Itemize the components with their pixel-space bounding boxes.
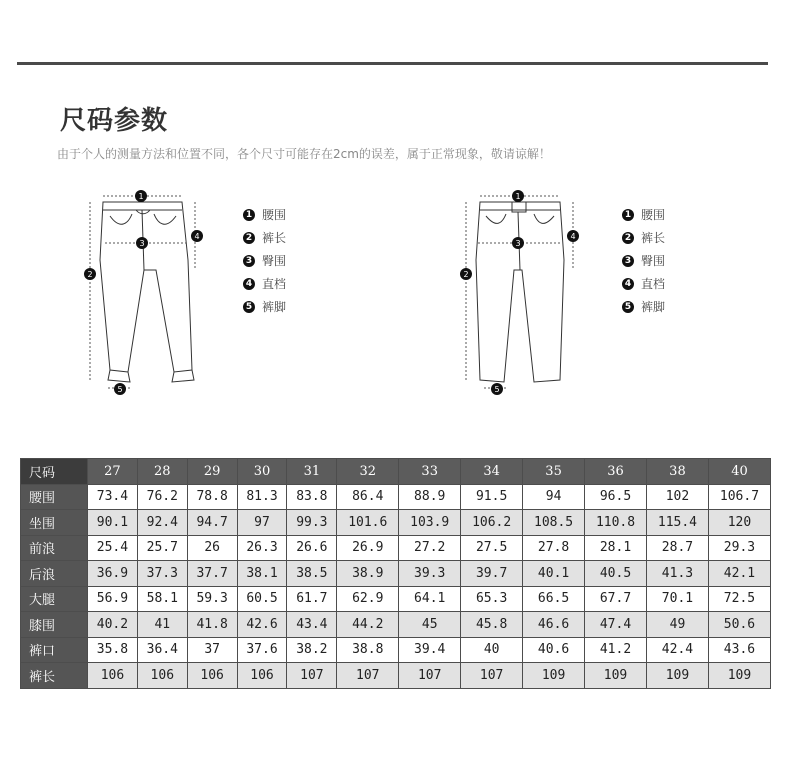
table-cell: 47.4: [585, 612, 647, 638]
table-cell: 107: [399, 663, 461, 689]
table-cell: 39.7: [461, 561, 523, 587]
table-row: [21, 484, 771, 510]
table-cell: 38.2: [287, 637, 337, 663]
table-cell: 106: [187, 663, 237, 689]
table-cell: 29.3: [708, 535, 770, 561]
table-cell: 38.8: [337, 637, 399, 663]
size-header-cell: 33: [399, 459, 461, 485]
table-cell: 76.2: [137, 484, 187, 510]
size-header-cell: 38: [646, 459, 708, 485]
table-cell: 50.6: [708, 612, 770, 638]
table-cell: 28.7: [646, 535, 708, 561]
table-cell: 59.3: [187, 586, 237, 612]
legend-item: 2 裤长: [243, 226, 286, 249]
table-cell: 62.9: [337, 586, 399, 612]
table-cell: 96.5: [585, 484, 647, 510]
legend-item: 1 腰围: [243, 203, 286, 226]
legend-item: 2 裤长: [622, 226, 665, 249]
svg-text:4: 4: [570, 232, 576, 241]
row-label-cell: 坐围: [21, 510, 88, 536]
table-cell: 46.6: [523, 612, 585, 638]
table-cell: 39.4: [399, 637, 461, 663]
legend-item: 5 裤脚: [622, 295, 665, 318]
table-cell: 103.9: [399, 510, 461, 536]
table-row: [21, 586, 771, 612]
table-cell: 42.1: [708, 561, 770, 587]
table-cell: 43.4: [287, 612, 337, 638]
table-cell: 99.3: [287, 510, 337, 536]
table-cell: 56.9: [88, 586, 138, 612]
table-cell: 81.3: [237, 484, 287, 510]
svg-text:2: 2: [463, 270, 469, 279]
table-cell: 106.2: [461, 510, 523, 536]
measurement-disclaimer: 由于个人的测量方法和位置不同，各个尺寸可能存在2cm的误差，属于正常现象，敬请谅解！: [57, 147, 551, 161]
table-cell: 40.5: [585, 561, 647, 587]
row-label-cell: 后浪: [21, 561, 88, 587]
svg-text:3: 3: [139, 239, 145, 248]
table-cell: 26: [187, 535, 237, 561]
header-label-cell: 尺码: [21, 459, 88, 485]
table-cell: 41.3: [646, 561, 708, 587]
table-cell: 120: [708, 510, 770, 536]
table-cell: 90.1: [88, 510, 138, 536]
table-cell: 107: [461, 663, 523, 689]
legend-item: 3 臀围: [622, 249, 665, 272]
table-cell: 36.4: [137, 637, 187, 663]
table-cell: 107: [287, 663, 337, 689]
table-cell: 25.4: [88, 535, 138, 561]
table-cell: 78.8: [187, 484, 237, 510]
table-row: [21, 637, 771, 663]
size-header-cell: 31: [287, 459, 337, 485]
size-header-cell: 40: [708, 459, 770, 485]
table-cell: 41.8: [187, 612, 237, 638]
legend-item: 4 直档: [622, 272, 665, 295]
table-cell: 72.5: [708, 586, 770, 612]
table-cell: 70.1: [646, 586, 708, 612]
table-cell: 27.2: [399, 535, 461, 561]
table-cell: 25.7: [137, 535, 187, 561]
svg-text:4: 4: [194, 232, 200, 241]
table-cell: 26.6: [287, 535, 337, 561]
table-cell: 106: [88, 663, 138, 689]
table-cell: 61.7: [287, 586, 337, 612]
table-cell: 110.8: [585, 510, 647, 536]
svg-text:5: 5: [494, 385, 500, 394]
size-header-cell: 32: [337, 459, 399, 485]
table-cell: 109: [646, 663, 708, 689]
table-row: [21, 535, 771, 561]
table-cell: 115.4: [646, 510, 708, 536]
table-cell: 101.6: [337, 510, 399, 536]
table-row: [21, 510, 771, 536]
svg-text:2: 2: [87, 270, 93, 279]
table-cell: 60.5: [237, 586, 287, 612]
table-cell: 97: [237, 510, 287, 536]
table-cell: 28.1: [585, 535, 647, 561]
table-cell: 107: [337, 663, 399, 689]
table-cell: 49: [646, 612, 708, 638]
table-cell: 38.5: [287, 561, 337, 587]
straight-pants-diagram: [450, 180, 600, 400]
table-cell: 108.5: [523, 510, 585, 536]
size-header-cell: 36: [585, 459, 647, 485]
page-title: 尺码参数: [60, 106, 169, 136]
row-label-cell: 腰围: [21, 484, 88, 510]
table-cell: 37: [187, 637, 237, 663]
table-cell: 37.6: [237, 637, 287, 663]
table-cell: 26.3: [237, 535, 287, 561]
table-cell: 45: [399, 612, 461, 638]
table-cell: 86.4: [337, 484, 399, 510]
table-cell: 43.6: [708, 637, 770, 663]
table-row: [21, 612, 771, 638]
row-label-cell: 膝围: [21, 612, 88, 638]
table-cell: 42.6: [237, 612, 287, 638]
table-cell: 38.1: [237, 561, 287, 587]
row-label-cell: 裤口: [21, 637, 88, 663]
size-header-cell: 28: [137, 459, 187, 485]
table-cell: 40.6: [523, 637, 585, 663]
table-cell: 66.5: [523, 586, 585, 612]
svg-text:5: 5: [117, 385, 123, 394]
table-cell: 40: [461, 637, 523, 663]
table-cell: 27.8: [523, 535, 585, 561]
table-cell: 37.7: [187, 561, 237, 587]
table-cell: 27.5: [461, 535, 523, 561]
table-cell: 73.4: [88, 484, 138, 510]
row-label-cell: 大腿: [21, 586, 88, 612]
table-cell: 35.8: [88, 637, 138, 663]
legend-left: [243, 203, 286, 318]
size-table: [20, 458, 771, 689]
table-cell: 88.9: [399, 484, 461, 510]
table-cell: 109: [523, 663, 585, 689]
size-header-cell: 35: [523, 459, 585, 485]
table-cell: 41.2: [585, 637, 647, 663]
table-cell: 106: [137, 663, 187, 689]
table-row: [21, 663, 771, 689]
table-cell: 41: [137, 612, 187, 638]
row-label-cell: 裤长: [21, 663, 88, 689]
table-cell: 65.3: [461, 586, 523, 612]
table-row: [21, 561, 771, 587]
legend-item: 1 腰围: [622, 203, 665, 226]
table-cell: 109: [585, 663, 647, 689]
table-cell: 39.3: [399, 561, 461, 587]
table-cell: 106.7: [708, 484, 770, 510]
svg-text:1: 1: [515, 192, 521, 201]
table-header-row: [21, 459, 771, 485]
table-cell: 44.2: [337, 612, 399, 638]
table-cell: 83.8: [287, 484, 337, 510]
table-cell: 109: [708, 663, 770, 689]
table-cell: 37.3: [137, 561, 187, 587]
svg-text:3: 3: [515, 239, 521, 248]
table-cell: 40.1: [523, 561, 585, 587]
top-divider: [17, 62, 768, 65]
table-cell: 45.8: [461, 612, 523, 638]
table-cell: 94: [523, 484, 585, 510]
table-cell: 94.7: [187, 510, 237, 536]
svg-text:1: 1: [138, 192, 144, 201]
size-header-cell: 29: [187, 459, 237, 485]
table-cell: 36.9: [88, 561, 138, 587]
legend-right: [622, 203, 665, 318]
size-header-cell: 30: [237, 459, 287, 485]
cuffed-pants-diagram: [70, 180, 220, 400]
row-label-cell: 前浪: [21, 535, 88, 561]
table-cell: 26.9: [337, 535, 399, 561]
table-cell: 38.9: [337, 561, 399, 587]
legend-item: 5 裤脚: [243, 295, 286, 318]
table-cell: 64.1: [399, 586, 461, 612]
table-cell: 92.4: [137, 510, 187, 536]
table-cell: 67.7: [585, 586, 647, 612]
size-header-cell: 27: [88, 459, 138, 485]
size-header-cell: 34: [461, 459, 523, 485]
legend-item: 3 臀围: [243, 249, 286, 272]
table-cell: 40.2: [88, 612, 138, 638]
table-cell: 102: [646, 484, 708, 510]
table-cell: 42.4: [646, 637, 708, 663]
table-cell: 58.1: [137, 586, 187, 612]
table-cell: 91.5: [461, 484, 523, 510]
table-cell: 106: [237, 663, 287, 689]
legend-item: 4 直档: [243, 272, 286, 295]
